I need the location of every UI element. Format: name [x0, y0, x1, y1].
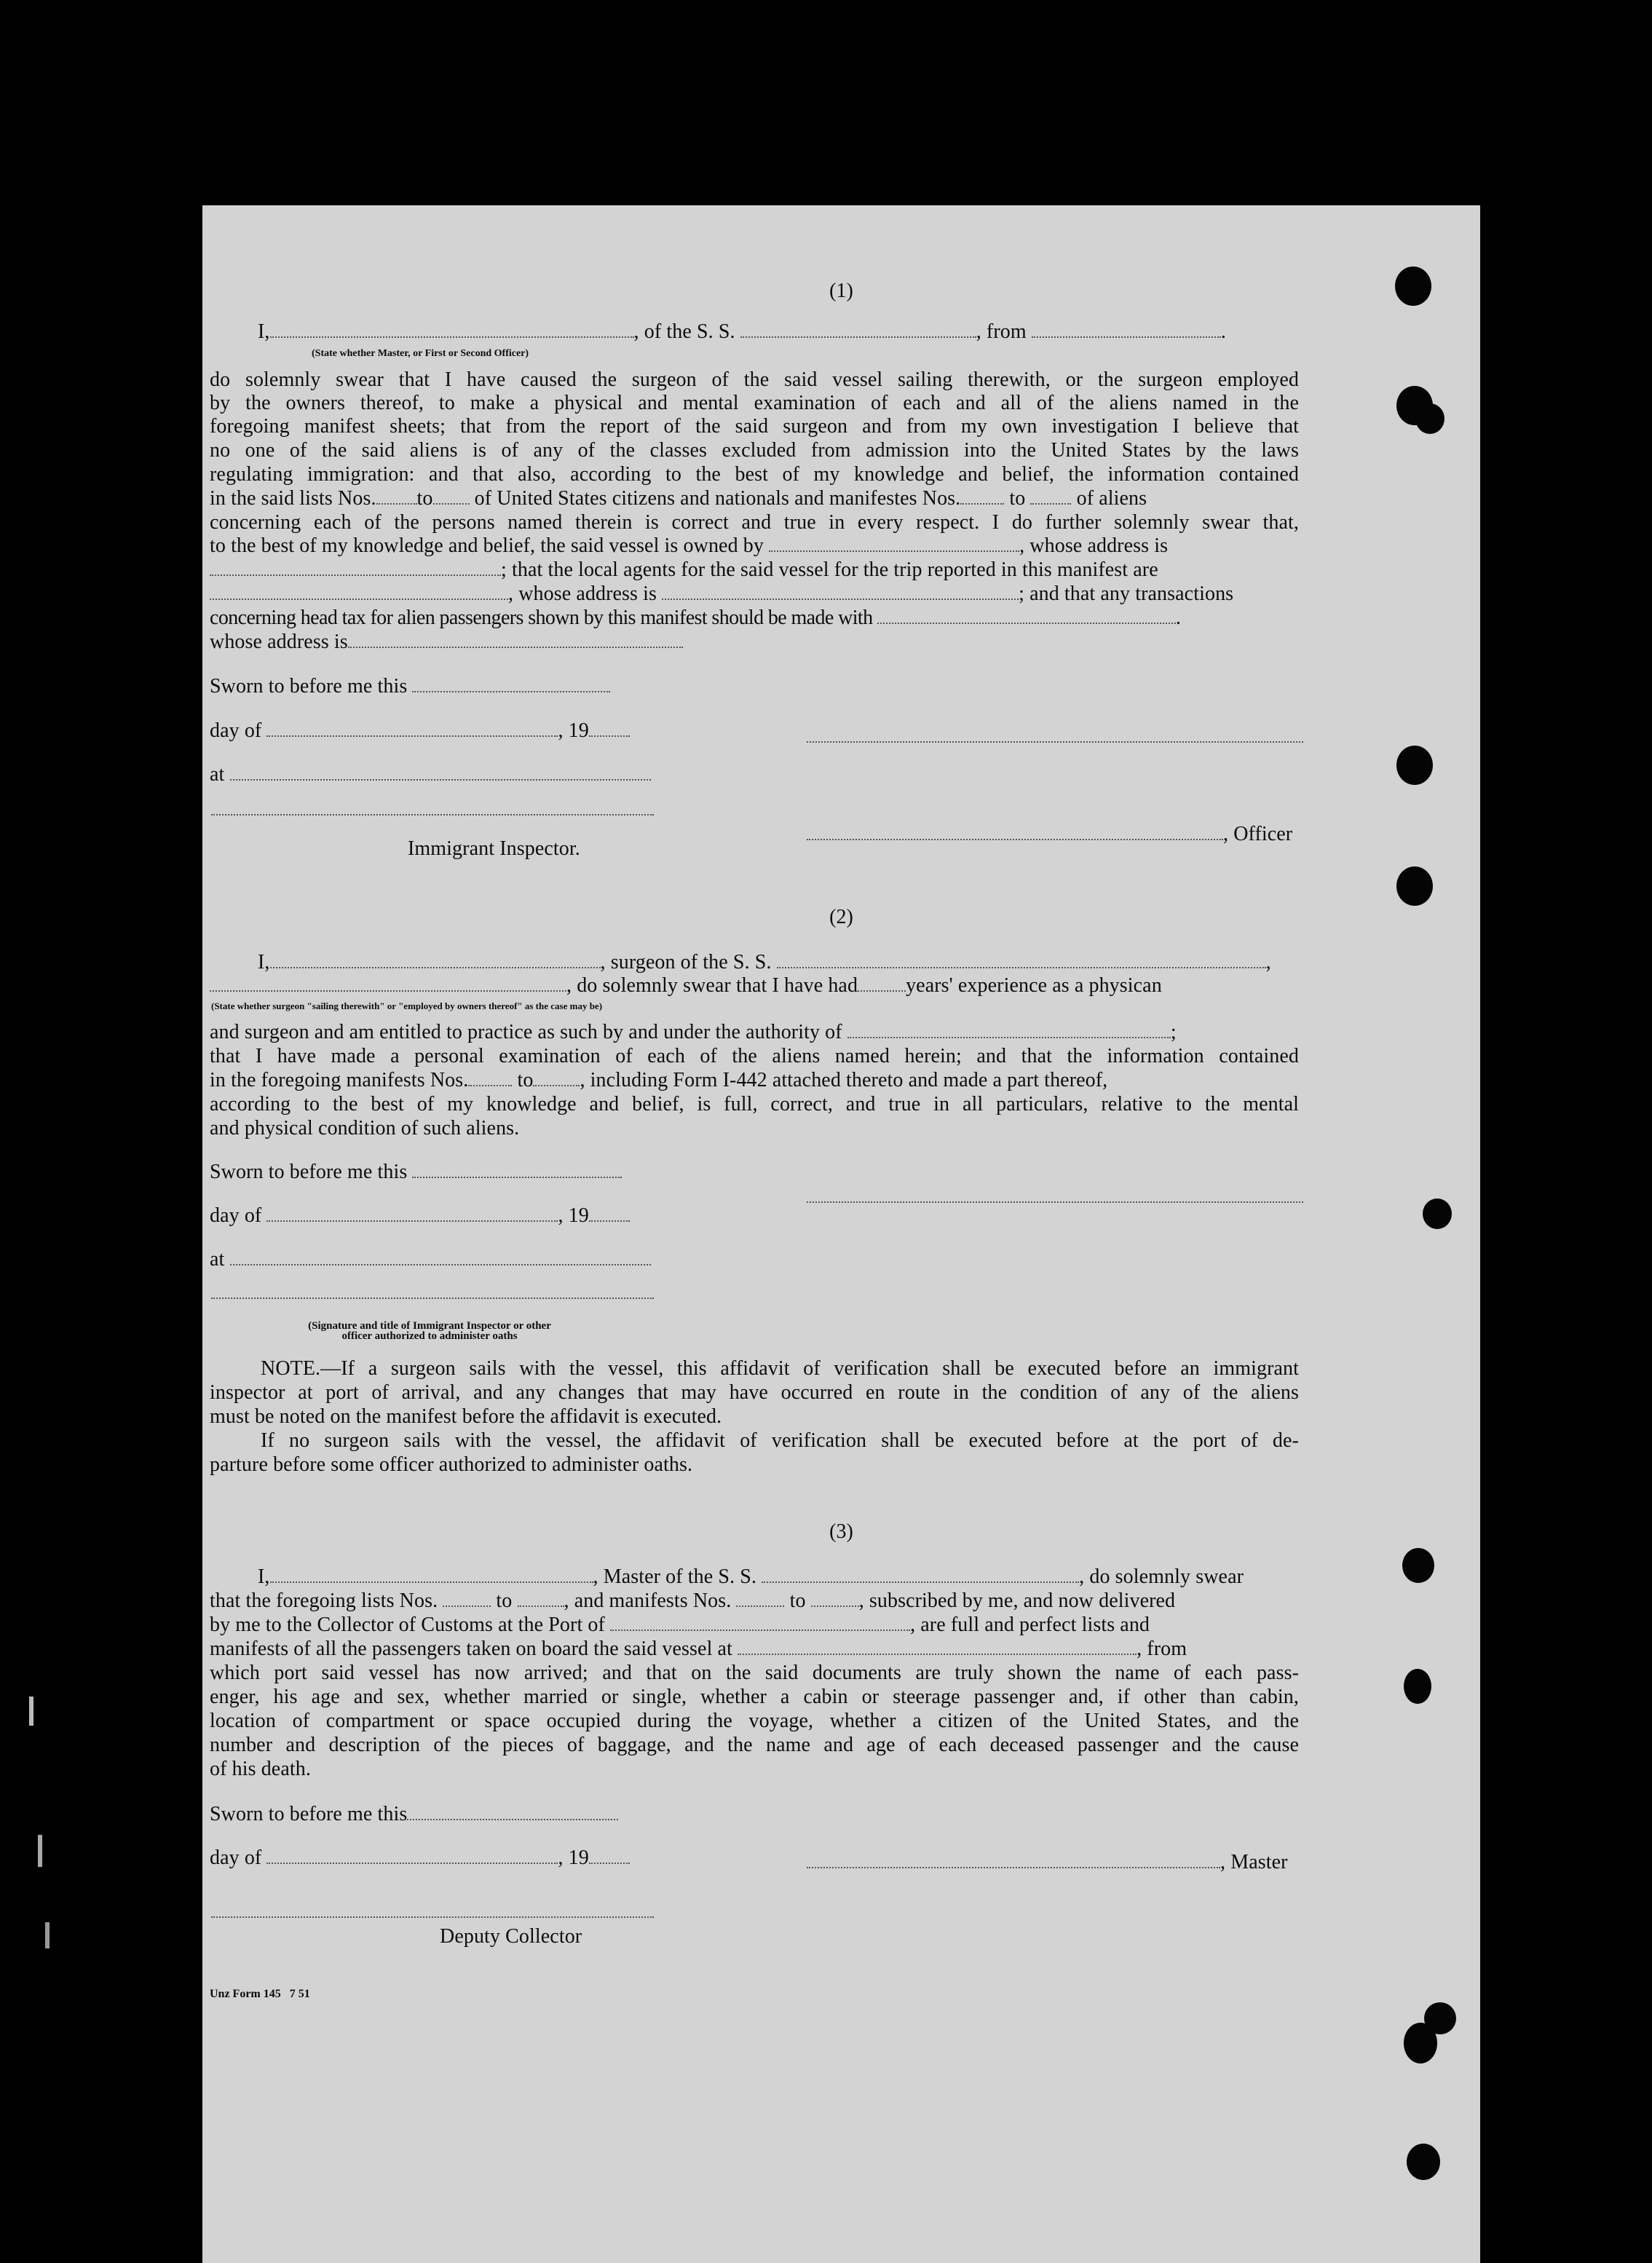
s2-to-label: to: [517, 1069, 534, 1091]
s2-dayof-label: day of: [210, 1204, 262, 1227]
scan-edge-mark: [38, 1835, 42, 1867]
s1-month-field[interactable]: [266, 719, 558, 737]
s1-text-line: concerning each of the persons named therein is correct and true in every respect. I do further solemnly swear that,: [210, 511, 1299, 534]
s2-form-label: , including Form I-442 attached thereto and made a part thereof,: [580, 1069, 1108, 1091]
agent-name-field[interactable]: [210, 582, 508, 600]
s1-manifests-label: of United States citizens and nationals and manifestes Nos.: [474, 487, 961, 510]
s1-at-label: at: [210, 763, 225, 786]
section-1-number: (1): [829, 280, 853, 302]
s3-dayof-line: [210, 1847, 630, 1870]
s2-line-2: [210, 974, 1162, 998]
s1-i-label: I,: [258, 320, 270, 343]
s3-swear-label: , do solemnly swear: [1079, 1565, 1244, 1588]
s3-month-field[interactable]: [266, 1847, 558, 1864]
s3-subscribed-label: , subscribed by me, and now delivered: [858, 1589, 1176, 1612]
s3-lists-label: that the foregoing lists Nos.: [210, 1589, 438, 1612]
s1-at-field[interactable]: [230, 763, 651, 781]
s2-authority-line: [210, 1021, 1177, 1044]
s1-sworn-line: [210, 675, 610, 698]
s3-master-signature-field[interactable]: [807, 1851, 1220, 1868]
s1-whose-address-label: whose address is: [210, 631, 348, 653]
headtax-address-field[interactable]: [348, 631, 683, 648]
s2-signature-note: [255, 1321, 604, 1341]
s1-lists-line: [210, 487, 1299, 510]
s1-to-label-2: to: [1009, 487, 1026, 510]
s3-collector-signature-line[interactable]: [211, 1916, 654, 1918]
s2-year-field[interactable]: [589, 1204, 630, 1222]
s1-owner-line: [210, 534, 1168, 558]
s1-at-line: [210, 763, 651, 786]
s3-sworn-day-field[interactable]: [407, 1803, 618, 1820]
s1-owner-label: to the best of my knowledge and belief, the said vessel is owned by: [210, 534, 764, 557]
headtax-party-field[interactable]: [877, 607, 1176, 624]
s1-text-line: by the owners thereof, to make a physical and mental examination of each and all of the aliens named in the: [210, 392, 1299, 414]
binder-hole: [1402, 1548, 1434, 1583]
s1-text-line: regulating immigration: and that also, according to the best of my knowledge and belief, the information contained: [210, 463, 1299, 486]
s3-manifests-label: , and manifests Nos.: [564, 1589, 732, 1612]
master-name-field[interactable]: [270, 1565, 593, 1583]
section-3-number: (3): [829, 1520, 853, 1543]
s2-vessel-name-field[interactable]: [777, 951, 1266, 968]
s3-sworn-line: [210, 1803, 618, 1826]
s1-headtax-line: [210, 607, 1180, 630]
scan-edge-mark: [29, 1697, 33, 1726]
s2-at-line: [210, 1248, 651, 1271]
s2-text-line: that I have made a personal examination of each of the aliens named herein; and that the information contained: [210, 1045, 1299, 1067]
s3-i-label: I,: [258, 1565, 270, 1588]
s3-text-line: which port said vessel has now arrived; and that on the said documents are truly shown the name of each pass-: [210, 1662, 1299, 1684]
s1-owner-address-label: , whose address is: [1019, 534, 1169, 557]
s3-master-label: , Master: [1220, 1851, 1288, 1873]
s3-master-line: [807, 1851, 1288, 1874]
surgeon-name-field[interactable]: [270, 951, 601, 968]
s2-signature-note-line-1: (Signature and title of Immigrant Inspector or other: [308, 1320, 551, 1332]
s3-line-3: [210, 1614, 1150, 1637]
s3-list-to-field[interactable]: [518, 1589, 564, 1607]
s3-lists-perfect-label: , are full and perfect lists and: [910, 1614, 1150, 1636]
s2-surgeon-ss-label: , surgeon of the S. S.: [600, 951, 772, 973]
s2-authority-label: and surgeon and am entitled to practice as such by and under the authority of: [210, 1021, 842, 1043]
s3-text-line: location of compartment or space occupied during the voyage, whether a citizen of the United States, and the: [210, 1710, 1299, 1732]
s3-dayof-label: day of: [210, 1847, 262, 1869]
s2-sworn-day-field[interactable]: [412, 1161, 622, 1178]
binder-hole: [1396, 866, 1433, 906]
s2-surgeon-note: (State whether surgeon "sailing therewith" or "employed by owners thereof" as the case may be): [211, 1000, 603, 1011]
s1-text-line: do solemnly swear that I have caused the surgeon of the said vessel sailing therewith, or the surgeon employed: [210, 368, 1299, 391]
agent-address-field[interactable]: [662, 582, 1019, 600]
s1-to-label: to: [416, 487, 433, 510]
s2-note-line: If no surgeon sails with the vessel, the affidavit of verification shall be executed before at the port of de-: [261, 1429, 1299, 1452]
s2-note-line: parture before some officer authorized to administer oaths.: [210, 1453, 693, 1476]
binder-hole: [1396, 746, 1433, 785]
s2-manifests-line: [210, 1069, 1107, 1092]
owner-name-field[interactable]: [769, 534, 1019, 552]
s2-manifest-from-field[interactable]: [468, 1069, 512, 1086]
s3-to-label: to: [496, 1589, 513, 1612]
s1-officer-name-field[interactable]: [807, 823, 1223, 840]
s2-text-line: and physical condition of such aliens.: [210, 1117, 520, 1140]
s3-collector-label: Deputy Collector: [440, 1925, 582, 1948]
s2-inspector-signature-line[interactable]: [211, 1298, 654, 1299]
s1-line-oath-header: [258, 320, 1226, 344]
s3-manifest-from-field[interactable]: [736, 1589, 784, 1607]
s1-lists-label: in the said lists Nos.: [210, 487, 376, 510]
s1-sworn-label: Sworn to before me this: [210, 675, 408, 698]
s1-agents-label: ; that the local agents for the said vessel for the trip reported in this manifest are: [501, 558, 1158, 581]
s1-officer-signature-line[interactable]: [807, 741, 1303, 743]
s1-ss-label: , of the S. S.: [633, 320, 735, 343]
s1-text-line: no one of the said aliens is of any of the classes excluded from admission into the United States by the laws: [210, 439, 1299, 462]
s2-manifests-label: in the foregoing manifests Nos.: [210, 1069, 469, 1091]
s2-text-line: according to the best of my knowledge and belief, is full, correct, and true in all particulars, relative to the mental: [210, 1093, 1299, 1115]
scan-edge-mark: [45, 1922, 50, 1948]
s3-line-2: [210, 1589, 1175, 1613]
s2-line-1: [258, 951, 1271, 974]
s1-dayof-label: day of: [210, 719, 262, 742]
alien-manifest-from-field[interactable]: [960, 487, 1004, 505]
s2-month-field[interactable]: [266, 1204, 558, 1222]
alien-manifest-to-field[interactable]: [1030, 487, 1071, 505]
s3-year-field[interactable]: [589, 1847, 630, 1864]
s1-from-label: , from: [976, 320, 1027, 343]
form-number: Unz Form 145 7 51: [210, 1988, 310, 2000]
s2-surgeon-signature-line[interactable]: [807, 1201, 1303, 1203]
s1-aliens-label: of aliens: [1076, 487, 1147, 510]
s2-at-field[interactable]: [230, 1248, 651, 1265]
s1-officer-line: [807, 823, 1292, 846]
s2-year-label: , 19: [558, 1204, 589, 1227]
s3-sworn-label: Sworn to before me this: [210, 1803, 408, 1825]
s1-officer-note: (State whether Master, or First or Second Officer): [312, 348, 529, 359]
s3-text-line: enger, his age and sex, whether married or single, whether a cabin or steerage passenger and, if other than cabin,: [210, 1686, 1299, 1708]
licensing-authority-field[interactable]: [847, 1021, 1171, 1038]
s3-line-1: [258, 1565, 1244, 1589]
s1-text-line: foregoing manifest sheets; that from the report of the said surgeon and from my own investigation I believe that: [210, 415, 1299, 438]
binder-hole: [1404, 2023, 1437, 2063]
s1-dayof-line: [210, 719, 630, 743]
s1-agents-line: [210, 558, 1158, 582]
s3-taken-label: manifests of all the passengers taken on board the said vessel at: [210, 1638, 732, 1660]
manifest-affidavit-page: [202, 205, 1480, 2263]
s1-year-label: , 19: [558, 719, 589, 742]
binder-hole: [1423, 1198, 1452, 1229]
s1-headtax-address-line: [210, 631, 683, 654]
s2-physician-label: years' experience as a physican: [906, 974, 1162, 997]
s3-vessel-name-field[interactable]: [762, 1565, 1079, 1583]
years-experience-field[interactable]: [858, 974, 906, 992]
s1-period: .: [1220, 320, 1226, 343]
s2-note-line: inspector at port of arrival, and any changes that may have occurred en route in the condition of any of the aliens: [210, 1381, 1299, 1404]
s3-port-label: by me to the Collector of Customs at the Port of: [210, 1614, 605, 1636]
s1-headtax-period: .: [1175, 607, 1181, 629]
section-2-number: (2): [829, 906, 853, 928]
s1-agent-address-line: [210, 582, 1233, 606]
s1-sworn-day-field[interactable]: [412, 675, 610, 692]
s3-to-label-2: to: [789, 1589, 806, 1612]
s1-headtax-label: concerning head tax for alien passengers shown by this manifest should be made with: [210, 607, 873, 629]
s1-transactions-label: ; and that any transactions: [1019, 582, 1234, 605]
surgeon-status-field[interactable]: [210, 974, 566, 992]
s1-year-field[interactable]: [589, 719, 630, 737]
port-of-embarkation-field[interactable]: [738, 1638, 1137, 1655]
s1-inspector-signature-line[interactable]: [211, 814, 654, 815]
port-from-field[interactable]: [1032, 320, 1221, 338]
s2-note-line: must be noted on the manifest before the affidavit is executed.: [210, 1405, 722, 1428]
s3-text-line: number and description of the pieces of baggage, and the name and age of each deceased passenger and the cause: [210, 1734, 1299, 1756]
s2-note-line: NOTE.—If a surgeon sails with the vessel, this affidavit of verification shall be executed before an immigrant: [261, 1357, 1299, 1380]
s2-comma: ,: [1265, 951, 1271, 973]
s3-list-from-field[interactable]: [443, 1589, 491, 1607]
s3-text-line: of his death.: [210, 1758, 311, 1780]
binder-hole: [1407, 2144, 1440, 2180]
s1-inspector-label: Immigrant Inspector.: [408, 837, 580, 860]
s1-agent-address-label: , whose address is: [508, 582, 657, 605]
vessel-name-field[interactable]: [740, 320, 976, 338]
s3-master-ss-label: , Master of the S. S.: [593, 1565, 757, 1588]
owner-address-field[interactable]: [210, 558, 501, 576]
port-of-arrival-field[interactable]: [610, 1614, 910, 1631]
s2-sworn-line: [210, 1161, 622, 1184]
s3-manifest-to-field[interactable]: [811, 1589, 859, 1607]
s2-i-label: I,: [258, 951, 270, 973]
s2-sworn-label: Sworn to before me this: [210, 1161, 408, 1183]
s2-semicolon: ;: [1170, 1021, 1177, 1043]
citizen-list-from-field[interactable]: [376, 487, 417, 505]
s2-years-label: , do solemnly swear that I have had: [566, 974, 858, 997]
binder-hole: [1404, 1669, 1431, 1704]
s2-signature-note-line-2: officer authorized to administer oaths: [341, 1330, 518, 1342]
s2-manifest-to-field[interactable]: [533, 1069, 580, 1086]
s1-officer-label: , Officer: [1223, 823, 1293, 845]
s3-year-label: , 19: [558, 1847, 589, 1869]
citizen-list-to-field[interactable]: [433, 487, 470, 505]
s2-dayof-line: [210, 1204, 630, 1228]
s3-from-label: , from: [1137, 1638, 1187, 1660]
s3-line-4: [210, 1638, 1187, 1661]
officer-name-field[interactable]: [270, 320, 634, 338]
s2-at-label: at: [210, 1248, 225, 1271]
binder-hole: [1415, 403, 1444, 434]
